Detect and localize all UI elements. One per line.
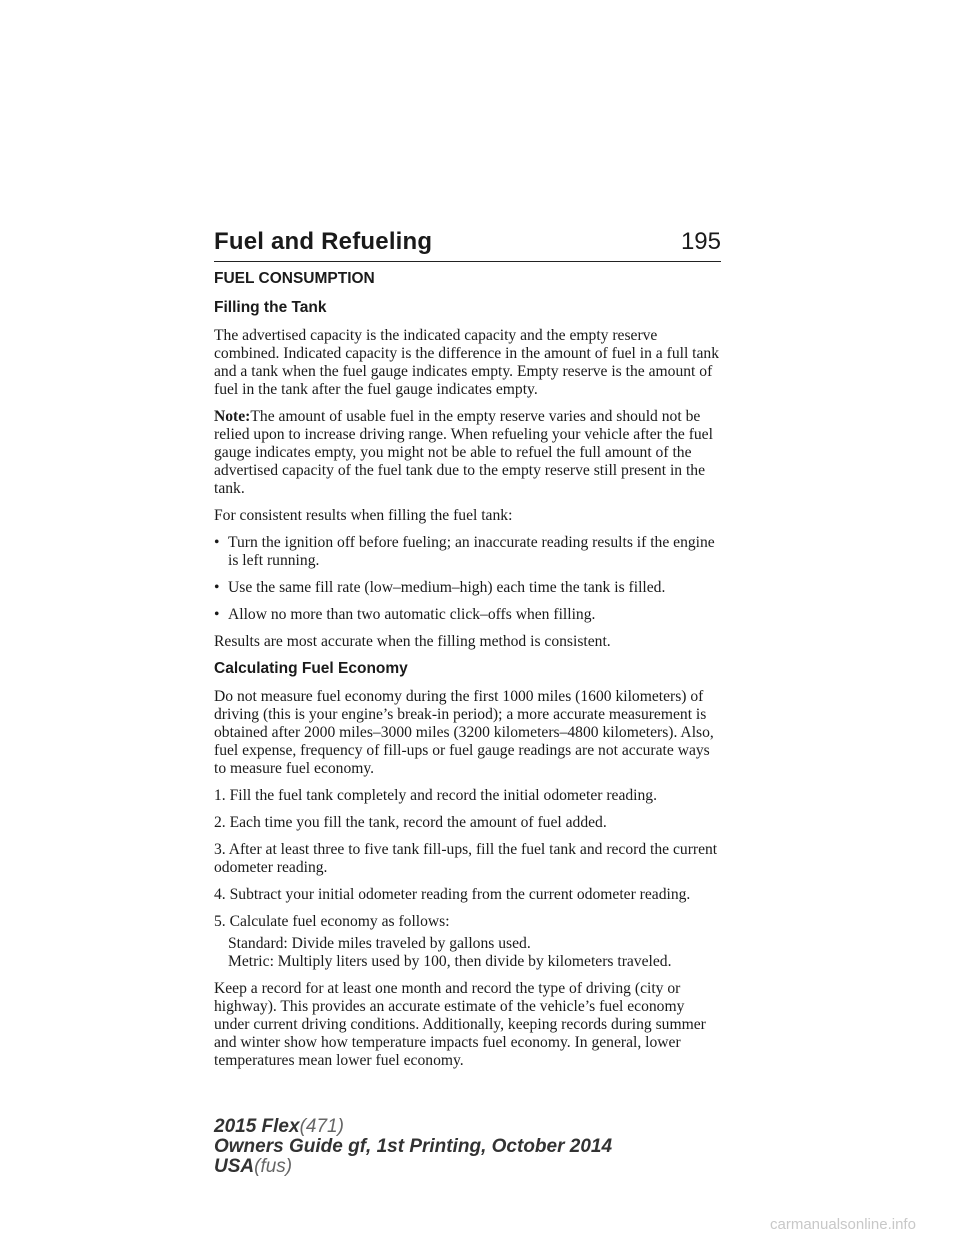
bullet-item (214, 606, 721, 624)
page-header (214, 228, 721, 262)
bullet-item (214, 579, 721, 597)
bullet-text: Allow no more than two automatic click–offs when filling. (228, 606, 596, 623)
footer-printing: Owners Guide gf, 1st Printing, October 2014 (214, 1136, 613, 1157)
bullet-dot: • (214, 579, 220, 596)
filling-title: Filling the Tank (214, 299, 327, 316)
standard-formula: Standard: Divide miles traveled by gallons used. (228, 935, 531, 952)
metric-formula: Metric: Multiply liters used by 100, then divide by kilometers traveled. (228, 953, 672, 970)
page-content (214, 270, 721, 1079)
economy-title: Calculating Fuel Economy (214, 660, 408, 677)
bullet-text: Turn the ignition off before fueling; an inaccurate reading results if the engine is left running. (228, 534, 715, 569)
economy-closing: Keep a record for at least one month and record the type of driving (city or highway). This provides an accurate estimate of the vehicle’s fuel economy under current driving conditions. Additionally, keeping records during summer and winter show how temperature impacts fuel economy. In general, lower temperatures mean lower fuel economy. (214, 980, 706, 1069)
chapter-title: Fuel and Refueling (214, 228, 433, 255)
step-1: 1. Fill the fuel tank completely and record the initial odometer reading. (214, 787, 657, 804)
note-paragraph (214, 408, 721, 498)
footer-model-code: (471) (299, 1116, 344, 1137)
note-text: The amount of usable fuel in the empty reserve varies and should not be relied upon to increase driving range. When refueling your vehicle after the fuel gauge indicates empty, you might not be able to refuel the full amount of the advertised capacity of the fuel tank due to the empty reserve still present in the tank. (214, 408, 713, 497)
bullet-dot: • (214, 606, 220, 623)
consistent-intro: For consistent results when filling the fuel tank: (214, 507, 513, 524)
bullet-dot: • (214, 534, 220, 551)
page-footer (214, 1117, 612, 1177)
step-2: 2. Each time you fill the tank, record the amount of fuel added. (214, 814, 607, 831)
step-4: 4. Subtract your initial odometer reading from the current odometer reading. (214, 886, 691, 903)
step-5: 5. Calculate fuel economy as follows: (214, 913, 450, 930)
bullet-text: Use the same fill rate (low–medium–high) each time the tank is filled. (228, 579, 666, 596)
footer-region-code: (fus) (254, 1156, 293, 1177)
filling-intro: The advertised capacity is the indicated capacity and the empty reserve combined. Indicated capacity is the difference in the amount of fuel in a full tank and a tank when the fuel gauge indicates empty. Empty reserve is the amount of fuel in the tank after the fuel gauge indicates empty. (214, 327, 720, 398)
filling-closing: Results are most accurate when the filling method is consistent. (214, 633, 611, 650)
step-3: 3. After at least three to five tank fill-ups, fill the fuel tank and record the current odometer reading. (214, 841, 718, 876)
watermark: carmanualsonline.info (770, 1216, 916, 1233)
section-title: FUEL CONSUMPTION (214, 270, 375, 287)
economy-intro: Do not measure fuel economy during the first 1000 miles (1600 kilometers) of driving (this is your engine’s break-in period); a more accurate measurement is obtained after 2000 miles–3000 miles (3200 kilometers–4800 kilometers). Also, fuel expense, frequency of fill-ups or fuel gauge readings are not accurate ways to measure fuel economy. (214, 688, 714, 777)
page-number: 195 (680, 228, 721, 255)
footer-region: USA (214, 1156, 255, 1177)
bullet-item (214, 534, 721, 570)
footer-model: 2015 Flex (214, 1116, 300, 1137)
note-label: Note: (214, 408, 251, 425)
